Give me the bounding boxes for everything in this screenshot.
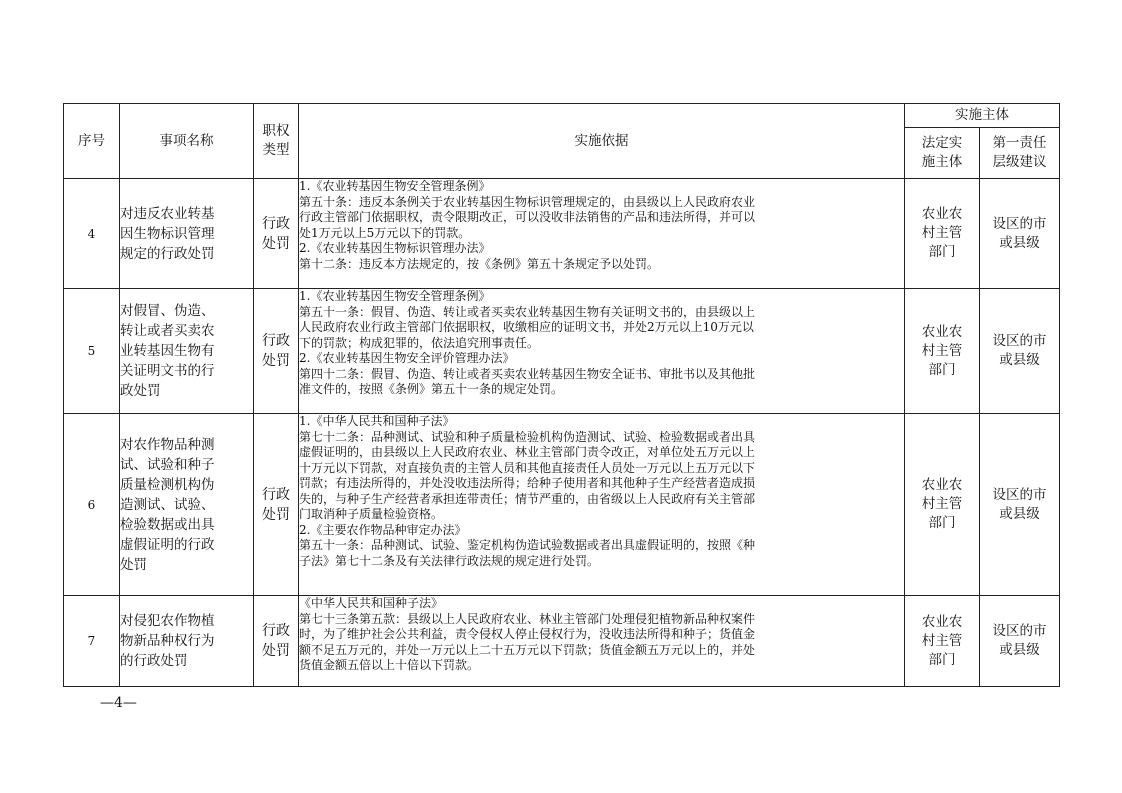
table-row	[64, 289, 1060, 414]
enforcement-items-table	[63, 103, 1060, 687]
legal-body: 农业农 村主管 部门	[905, 289, 980, 414]
responsibility-level: 设区的市 或县级	[980, 596, 1060, 687]
page-number: —4—	[100, 695, 137, 711]
item-name: 对侵犯农作物植 物新品种权行为 的行政处罚	[120, 596, 254, 687]
legal-basis: 1.《农业转基因生物安全管理条例》 第五十一条：假冒、伪造、转让或者买卖农业转基因生物有关证明文书的，由县级以上 人民政府农业行政主管部门依据职权，收缴相应的证明文书，并处2万元以上10万元以 下的罚款；构成犯罪的，依法追究刑事责任。 2.《农业转基因生物安全评价管理办法》 第四十二条：假冒、伪造、转让或者买卖农业转基因生物安全证书、审批书以及其他批 准文件的，按照《条例》第五十一条的规定处罚。	[299, 289, 905, 414]
row-number: 7	[64, 596, 120, 687]
table-row	[64, 179, 1060, 289]
header-item-name: 事项名称	[120, 104, 254, 179]
legal-body: 农业农 村主管 部门	[905, 596, 980, 687]
row-number: 6	[64, 414, 120, 596]
row-number: 5	[64, 289, 120, 414]
legal-basis: 1.《农业转基因生物安全管理条例》 第五十条：违反本条例关于农业转基因生物标识管理规定的，由县级以上人民政府农业 行政主管部门依据职权，责令限期改正，可以没收非法销售的产品和违法所得，并可以 处1万元以上5万元以下的罚款。 2.《农业转基因生物标识管理办法》 第十二条：违反本方法规定的，按《条例》第五十条规定予以处罚。	[299, 179, 905, 289]
table-row	[64, 596, 1060, 687]
legal-body: 农业农 村主管 部门	[905, 414, 980, 596]
authority-type: 行政 处罚	[254, 596, 299, 687]
responsibility-level: 设区的市 或县级	[980, 414, 1060, 596]
item-name: 对假冒、伪造、 转让或者买卖农 业转基因生物有 关证明文书的行 政处罚	[120, 289, 254, 414]
header-basis: 实施依据	[299, 104, 905, 179]
item-name: 对农作物品种测 试、试验和种子 质量检测机构伪 造测试、试验、 检验数据或出具 虚假证明的行政 处罚	[120, 414, 254, 596]
row-number: 4	[64, 179, 120, 289]
legal-basis: 《中华人民共和国种子法》 第七十三条第五款：县级以上人民政府农业、林业主管部门处理侵犯植物新品种权案件 时，为了维护社会公共利益，责令侵权人停止侵权行为，没收违法所得和种子；货值金 额不足五万元的，并处一万元以上二十五万元以下罚款；货值金额五万元以上的，并处 货值金额五倍以上十倍以下罚款。	[299, 596, 905, 687]
table-row	[64, 414, 1060, 596]
header-implementing-body: 实施主体	[905, 104, 1060, 128]
header-legal-body: 法定实 施主体	[905, 128, 980, 179]
header-authority-type: 职权 类型	[254, 104, 299, 179]
legal-basis: 1.《中华人民共和国种子法》 第七十二条：品种测试、试验和种子质量检验机构伪造测试、试验、检验数据或者出具 虚假证明的，由县级以上人民政府农业、林业主管部门责令改正，对单位处五万元以上 十万元以下罚款，对直接负责的主管人员和其他直接责任人员处一万元以上五万元以下 罚款；有违法所得的，并处没收违法所得；给种子使用者和其他种子生产经营者造成损 失的，与种子生产经营者承担连带责任；情节严重的，由省级以上人民政府有关主管部 门取消种子质量检验资格。 2.《主要农作物品种审定办法》 第五十一条：品种测试、试验、鉴定机构伪造试验数据或者出具虚假证明的，按照《种 子法》第七十二条及有关法律行政法规的规定进行处罚。	[299, 414, 905, 596]
authority-type: 行政 处罚	[254, 414, 299, 596]
item-name: 对违反农业转基 因生物标识管理 规定的行政处罚	[120, 179, 254, 289]
responsibility-level: 设区的市 或县级	[980, 179, 1060, 289]
header-responsibility-level: 第一责任 层级建议	[980, 128, 1060, 179]
authority-type: 行政 处罚	[254, 289, 299, 414]
legal-body: 农业农 村主管 部门	[905, 179, 980, 289]
header-no: 序号	[64, 104, 120, 179]
responsibility-level: 设区的市 或县级	[980, 289, 1060, 414]
authority-type: 行政 处罚	[254, 179, 299, 289]
